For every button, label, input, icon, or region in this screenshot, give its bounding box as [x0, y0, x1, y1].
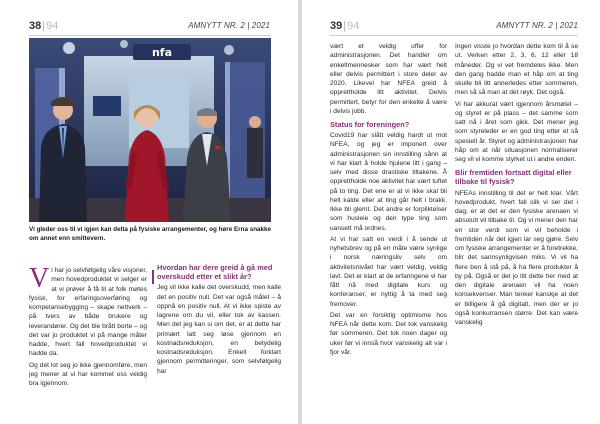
article-paragraph: Og det lot seg jo ikke gjennomføre, men jeg mener at vi har kommet oss veldig bra igjennom.	[29, 361, 147, 387]
section-heading: Hvordan har dere greid å gå med overskudd etter et slikt år?	[157, 263, 273, 282]
left-page	[0, 0, 298, 424]
left-column-2	[157, 263, 281, 376]
article-lead: i har jo selvfølgelig våre visjoner, men hovedproduktet vi selger er at vi prøver å få til at folk møtes fysisk, for erfaringsoverføring og kompetansebygging – skape nettverk – på tvers av både brukere og leverandører. Og det ble brått borte – og det var jo produktet vi på mange måter hadde, hvert fall hovedproduktet vi hadde da.	[29, 267, 147, 358]
magazine-issue-right: AMNYTT NR. 2 | 2021	[496, 21, 578, 30]
article-paragraph: NFEAs innstilling til det er helt klar. Vårt hovedprodukt, hvert fall slik vi ser det i dag, er at det er den fysiske arenaen vi absolutt vil tilbake til. Og vi mener den har en stor verdi som vi vil beholde i fremtiden når det igjen lar seg gjøre. Selv om fysiske arrangementer er å foretrekke, blir det sannsynligvisen miks. Vi vil ha flere ben å stå på, å ha flere produkter å by på. Også er det jo litt dette her med at den digitale arenaen vil ha noen konsekvenser. Man tenker kanskje at det er billigere å gå digitalt, men der er jo også konkurransen større. Det kan være vanskelig	[455, 189, 578, 327]
right-column-2	[455, 42, 578, 327]
event-photo-illustration	[29, 38, 271, 222]
header-rule	[29, 35, 271, 36]
dropcap: V	[29, 263, 50, 294]
article-paragraph: Jeg vil ikke kalle det overskudd, men kalle det en positiv null. Det var også målet – å oppnå en positiv null. At vi ikke spiste av lagrene om du vil, eller tok av kassen. Men det jeg kan si om det, er at dette har primært latt seg løse gjennom en kostnadsreduksjon, en betydelig kostnadsreduksjon. Enkelt forklart gjennom permitteringer, som selvfølgelig har	[157, 284, 281, 375]
page-total: 94	[46, 20, 59, 32]
article-paragraph: Ingen visste jo hvordan dette kom til å se ut. Verken etter 2, 3, 6, 12 eller 18 måneder. Og vi vet fremdeles ikke. Men den gang hadde man et håp om at ting skulle bli litt annerledes etter sommeren, men så så man at det røyk. Det også.	[455, 43, 578, 97]
right-page	[302, 0, 600, 424]
right-column-1	[330, 42, 447, 357]
event-photo	[29, 38, 271, 222]
section-heading: Status for foreningen?	[330, 120, 410, 129]
page-number: 38	[29, 20, 42, 32]
magazine-issue-left: AMNYTT NR. 2 | 2021	[188, 21, 270, 30]
page-number-left: 38|94	[29, 20, 59, 32]
section-heading: Blir fremtiden fortsatt digital eller tilbake til fysisk?	[455, 168, 572, 187]
article-paragraph: Det var en forsiktig optimisme hos NFEA når dette kom. Det tok vanskelig før sommeren. Det tok noen dager og uker før vi innså hvor vanskelig alt var i fjor vår.	[330, 311, 447, 356]
page-total: 94	[347, 20, 360, 32]
article-paragraph: Covid19 har slått veldig hardt ut mot NFEA, og jeg er imponert over administrasjonen sin innstilling sånn at vi har klart å holde hjulene litt i gang – selv med disse drastiske tiltakene. Å opprettholde noe aktivitet har vært tuftet på to ting. Det ene er at vi ikke skal bli helt kalde eller at ting går helt i brakk. Ikke bli glemt. Det andre er forpliktelser som husleie og den type ting som uansett må ordnes.	[330, 132, 447, 232]
page-number-right: 39|94	[330, 20, 360, 32]
article-paragraph: vært et veldig offer for administrasjonen. Det handler om enkeltmennesker som har vært helt eller delvis permittert i store deler av 2020. Likevel har NFEA greid å opprettholde litt aktivitet. Delvis permittert, betyr for den enkelte å være i delvis jobb.	[330, 43, 447, 115]
heading-accent-bar	[152, 270, 154, 284]
page-number: 39	[330, 20, 343, 32]
left-column-1	[29, 263, 147, 388]
photo-caption: Vi gleder oss til vi igjen kan delta på fysiske arrangementer, og høre Erna snakke om annet enn smittevern.	[29, 226, 272, 242]
article-paragraph: Vi har akkurat vært igjennom årsmøtet – og styret er på plass – det samme som satt nå i året som gikk. Det mener jeg som styreleder er en god ting etter et så spesielt år. Styret og administrasjonen har håp om at når situasjonen normaliserer seg vil vi komme styrket ut i andre enden.	[455, 100, 578, 163]
article-paragraph: At vi har satt en verdi i å sende ut nyhetsbrev og på en måte være synlige i norsk næringsliv selv om aktivitetsnivået har vært veldig, veldig lavt. Det er klart at de erfaringene vi har fått nå med digitale kurs og konferanser, er nyttig å ta med seg fremover.	[330, 235, 447, 308]
stand-sign-text: nfa	[151, 46, 173, 59]
header-rule	[330, 35, 578, 36]
